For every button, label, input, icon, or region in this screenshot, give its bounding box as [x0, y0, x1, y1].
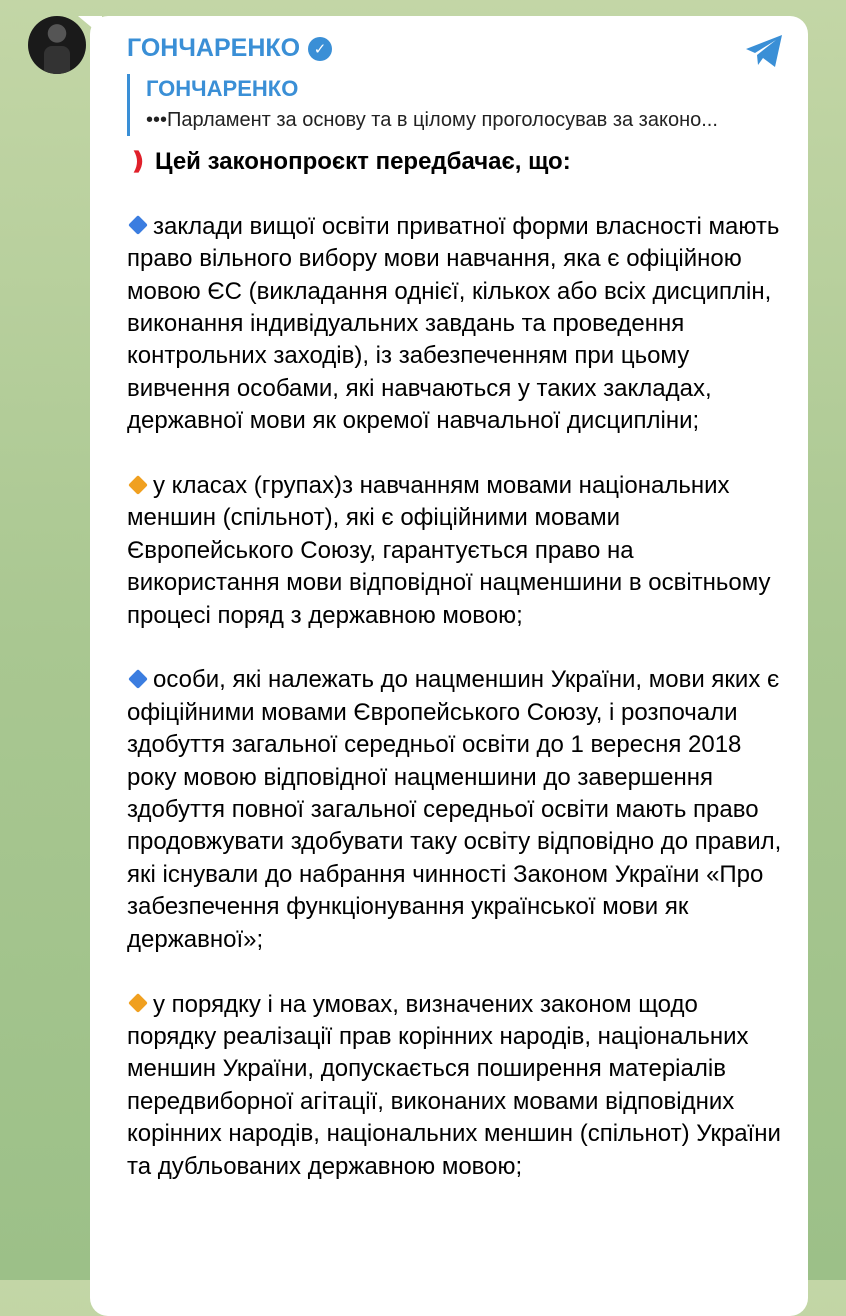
- item-text: у класах (групах)з навчанням мовами національних меншин (спільнот), які є офіційними мовами Європейського Союзу, гарантується право на використання мови відповідної нацменшини в освітньому процесі поряд з державною мовою;: [127, 472, 771, 629]
- message-header: [127, 34, 332, 63]
- list-item: [127, 211, 787, 438]
- red-quote-marks-icon: ❫: [127, 148, 149, 175]
- lead-text: Цей законопроєкт передбачає, що:: [155, 148, 571, 175]
- list-item: [127, 470, 787, 632]
- message-body: [127, 146, 787, 1215]
- list-item: [127, 989, 787, 1183]
- list-item: [127, 664, 787, 956]
- message-bubble: [90, 16, 808, 1316]
- item-text: особи, які належать до нацменшин України, мови яких є офіційними мовами Європейського Союзу, і розпочали здобуття загальної середньої освіти до 1 вересня 2018 року мовою відповідної нацменшини до завершення здобуття повної загальної середньої освіти мають право продовжувати здобувати таку освіту відповідно до правил, які існували до набрання чинності Законом України «Про забезпечення функціонування української мови як державної»;: [127, 666, 782, 953]
- quote-author: ГОНЧАРЕНКО: [146, 76, 299, 101]
- quote-text: •••Парламент за основу та в цілому проголосував за законо...: [146, 109, 718, 131]
- item-text: у порядку і на умовах, визначених законом щодо порядку реалізації прав корінних народів, національних меншин України, допускається поширення матеріалів передвиборної агітації, виконаних мовами відповідних корінних народів, національних меншин (спільнот) України та дубльованих державною мовою;: [127, 990, 781, 1180]
- blue-diamond-icon: [128, 216, 148, 236]
- blue-diamond-icon: [128, 669, 148, 689]
- channel-name[interactable]: ГОНЧАРЕНКО: [127, 34, 301, 62]
- item-text: заклади вищої освіти приватної форми власності мають право вільного вибору мови навчання, яка є офіційною мовою ЄС (викладання однієї, кількох або всіх дисциплін, виконання індивідуальних завдань та проведення контрольних заходів), із забезпеченням при цьому вивчення особами, які навчаються у таких закладах, державної мови як окремої навчальної дисципліни;: [127, 212, 780, 435]
- message-lead: [127, 146, 787, 178]
- orange-diamond-icon: [128, 475, 148, 495]
- channel-avatar[interactable]: [28, 16, 86, 74]
- verified-badge-icon: ✓: [308, 37, 332, 61]
- forwarded-quote[interactable]: [127, 74, 786, 136]
- telegram-icon[interactable]: [744, 34, 784, 73]
- orange-diamond-icon: [128, 993, 148, 1013]
